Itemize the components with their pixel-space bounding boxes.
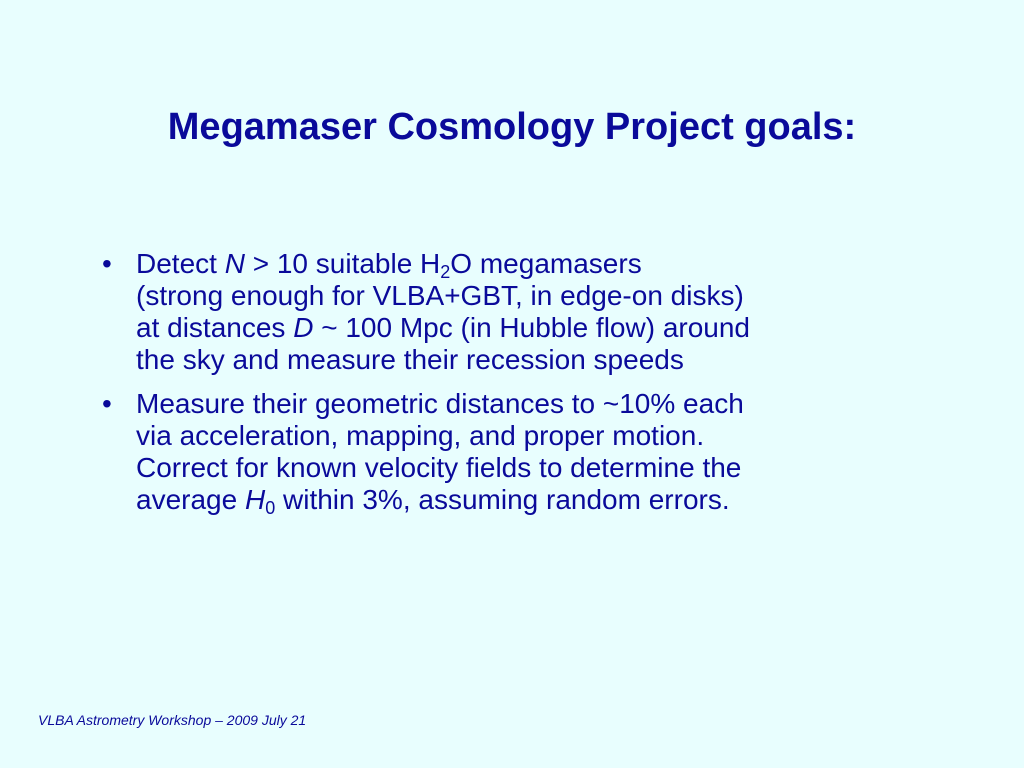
bullet-line: via acceleration, mapping, and proper motion. (136, 420, 705, 451)
bullet-line: average $H_0$ within 3%, assuming random errors. (136, 484, 730, 518)
bullet-line: Detect N > 10 suitable $H_2O$ megamasers (136, 248, 642, 282)
bullet-item (96, 248, 896, 376)
bullet-line: at distances D ~ 100 Mpc (in Hubble flow) around (136, 312, 751, 343)
bullet-list (96, 248, 896, 528)
bullet-line: (strong enough for VLBA+GBT, in edge-on disks) (136, 280, 744, 311)
bullet-line: Correct for known velocity fields to determine the (136, 452, 742, 483)
bullet-item (96, 388, 896, 516)
bullet-icon: • (102, 248, 112, 279)
bullet-line: the sky and measure their recession speeds (136, 344, 684, 375)
bullet-line: Measure their geometric distances to ~10% each (136, 388, 744, 419)
bullet-icon: • (102, 388, 112, 419)
slide-title: Megamaser Cosmology Project goals: (167, 106, 857, 149)
slide-footer: VLBA Astrometry Workshop – 2009 July 21 (38, 712, 307, 728)
